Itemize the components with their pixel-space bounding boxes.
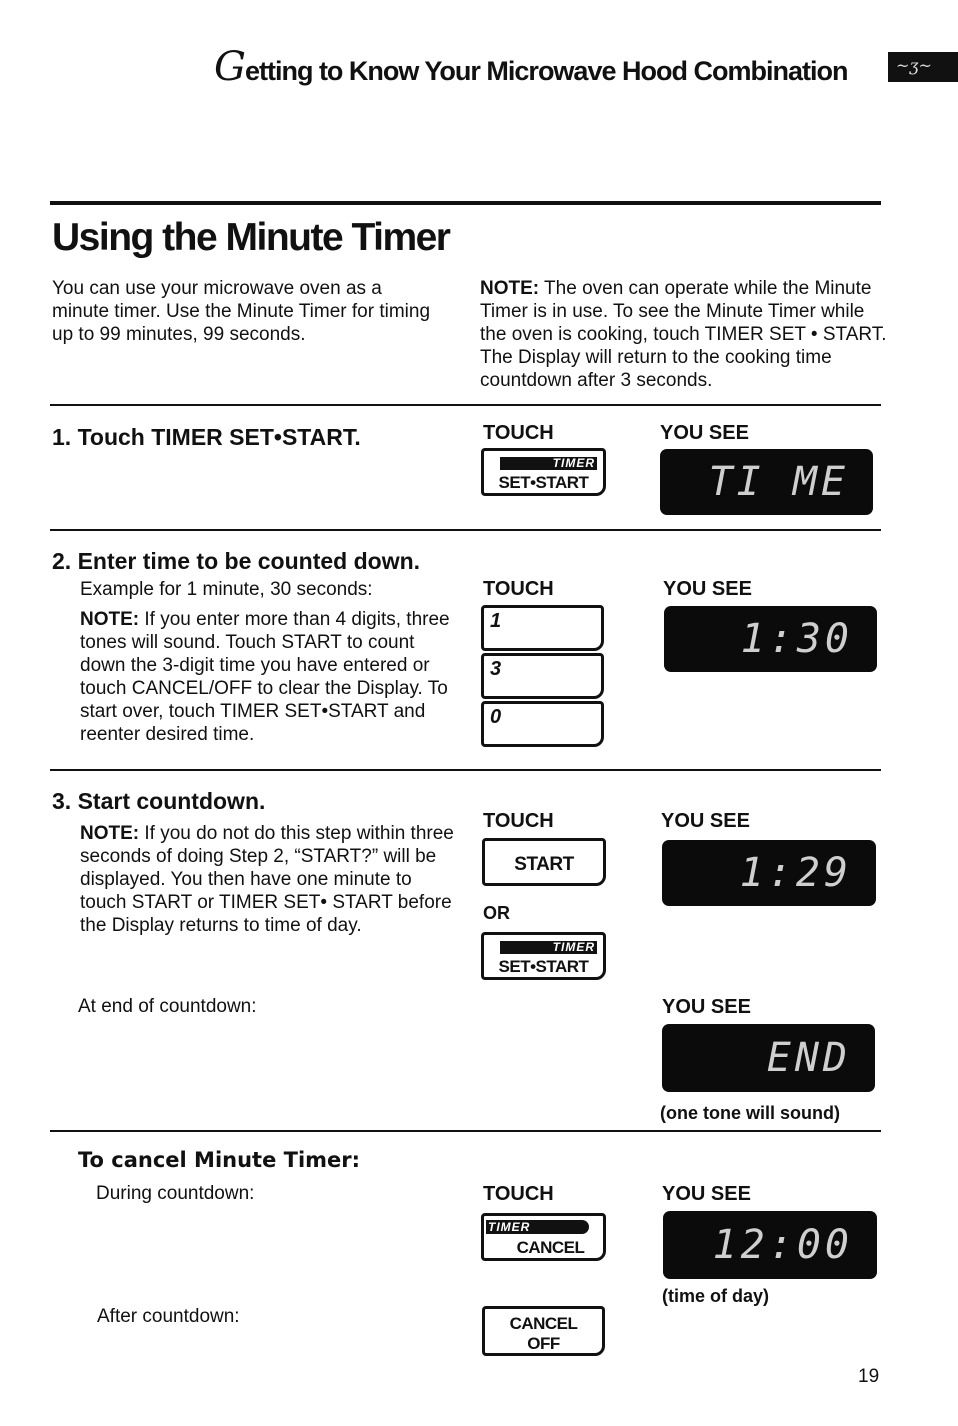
header-title: etting to Know Your Microwave Hood Combination	[244, 56, 848, 86]
key-digit: 3	[490, 658, 502, 680]
display-time	[660, 449, 873, 515]
cancel-off-label-2: OFF	[527, 1334, 560, 1353]
step2-heading: 2. Enter time to be counted down.	[52, 548, 421, 574]
intro-note-text: The oven can operate while the Minute Timer is in use. To see the Minute Timer while the oven is cooking, touch TIMER SET • START. The Display will return to the cooking time countdown after 3 seconds.	[480, 278, 887, 391]
section-rule	[50, 201, 881, 205]
you-see-label: YOU SEE	[660, 422, 749, 444]
or-label: OR	[483, 903, 510, 923]
divider-1	[50, 404, 881, 406]
display-readout: 1:30	[740, 616, 853, 662]
intro-note	[480, 277, 892, 392]
start-label: START	[514, 854, 574, 875]
timer-bar: TIMER	[500, 941, 597, 954]
tone-caption: (one tone will sound)	[660, 1103, 840, 1123]
you-see-label: YOU SEE	[663, 578, 752, 600]
step3-note	[80, 822, 460, 937]
cancel-label: CANCEL	[516, 1238, 585, 1257]
timer-set-start-button[interactable]	[481, 448, 606, 496]
key-digit: 0	[490, 706, 502, 728]
number-key-0[interactable]	[481, 701, 604, 747]
touch-label: TOUCH	[483, 422, 554, 444]
time-of-day-caption: (time of day)	[662, 1286, 770, 1306]
divider-3	[50, 769, 881, 771]
step2-note-text: If you enter more than 4 digits, three tones will sound. Touch START to count down the 3-digit time you have entered or touch CANCEL/OFF to clear the Display. To start over, touch TIMER SET•START and reenter desired time.	[80, 609, 450, 745]
page-title: Using the Minute Timer	[52, 216, 450, 259]
step3-note-text: If you do not do this step within three seconds of doing Step 2, “START?” will be displayed. You then have one minute to touch START or TIMER SET• START before the Display returns to time of day.	[80, 823, 454, 936]
you-see-label: YOU SEE	[661, 810, 750, 832]
step1-heading: 1. Touch TIMER SET•START.	[52, 424, 361, 450]
during-countdown-label: During countdown:	[96, 1183, 255, 1204]
step2-note-label: NOTE:	[80, 609, 140, 630]
set-start-label: SET•START	[498, 473, 589, 492]
you-see-label: YOU SEE	[662, 1183, 751, 1205]
divider-2	[50, 529, 881, 531]
display-end	[662, 1024, 875, 1092]
display-1-29	[662, 840, 876, 906]
brand-logo-icon: ~ʒ~	[888, 52, 958, 82]
key-digit: 1	[490, 610, 502, 632]
running-header	[214, 44, 847, 90]
display-readout: END	[766, 1035, 851, 1081]
timer-bar: TIMER	[486, 1220, 589, 1234]
you-see-label: YOU SEE	[662, 996, 751, 1018]
cancel-heading: To cancel Minute Timer:	[78, 1148, 361, 1172]
number-key-3[interactable]	[481, 653, 604, 699]
touch-label: TOUCH	[483, 1183, 554, 1205]
page-number: 19	[858, 1366, 880, 1387]
display-1-30	[664, 606, 877, 672]
cancel-off-label-1: CANCEL	[509, 1314, 578, 1333]
timer-bar: TIMER	[500, 457, 597, 470]
cancel-off-button[interactable]	[482, 1306, 605, 1356]
step3-heading: 3. Start countdown.	[52, 788, 266, 814]
after-countdown-label: After countdown:	[97, 1306, 240, 1327]
display-time-of-day	[663, 1211, 877, 1279]
display-readout: 1:29	[739, 850, 852, 896]
end-of-countdown-label: At end of countdown:	[78, 996, 257, 1017]
header-initial: G	[214, 44, 245, 90]
number-key-1[interactable]	[481, 605, 604, 651]
display-readout: 12:00	[712, 1222, 853, 1268]
intro-note-label: NOTE:	[480, 278, 540, 299]
display-readout: TI ME	[708, 459, 849, 505]
touch-label: TOUCH	[483, 810, 554, 832]
divider-4	[50, 1130, 881, 1132]
timer-cancel-button[interactable]	[481, 1213, 606, 1261]
set-start-label: SET•START	[498, 957, 589, 976]
timer-set-start-button[interactable]	[481, 932, 606, 980]
touch-label: TOUCH	[483, 578, 554, 600]
intro-text: You can use your microwave oven as a minute timer. Use the Minute Timer for timing up to 99 minutes, 99 seconds.	[52, 278, 431, 345]
step2-example: Example for 1 minute, 30 seconds:	[80, 579, 373, 600]
step3-note-label: NOTE:	[80, 823, 140, 844]
step2-note	[80, 608, 450, 746]
start-button[interactable]	[482, 838, 606, 886]
